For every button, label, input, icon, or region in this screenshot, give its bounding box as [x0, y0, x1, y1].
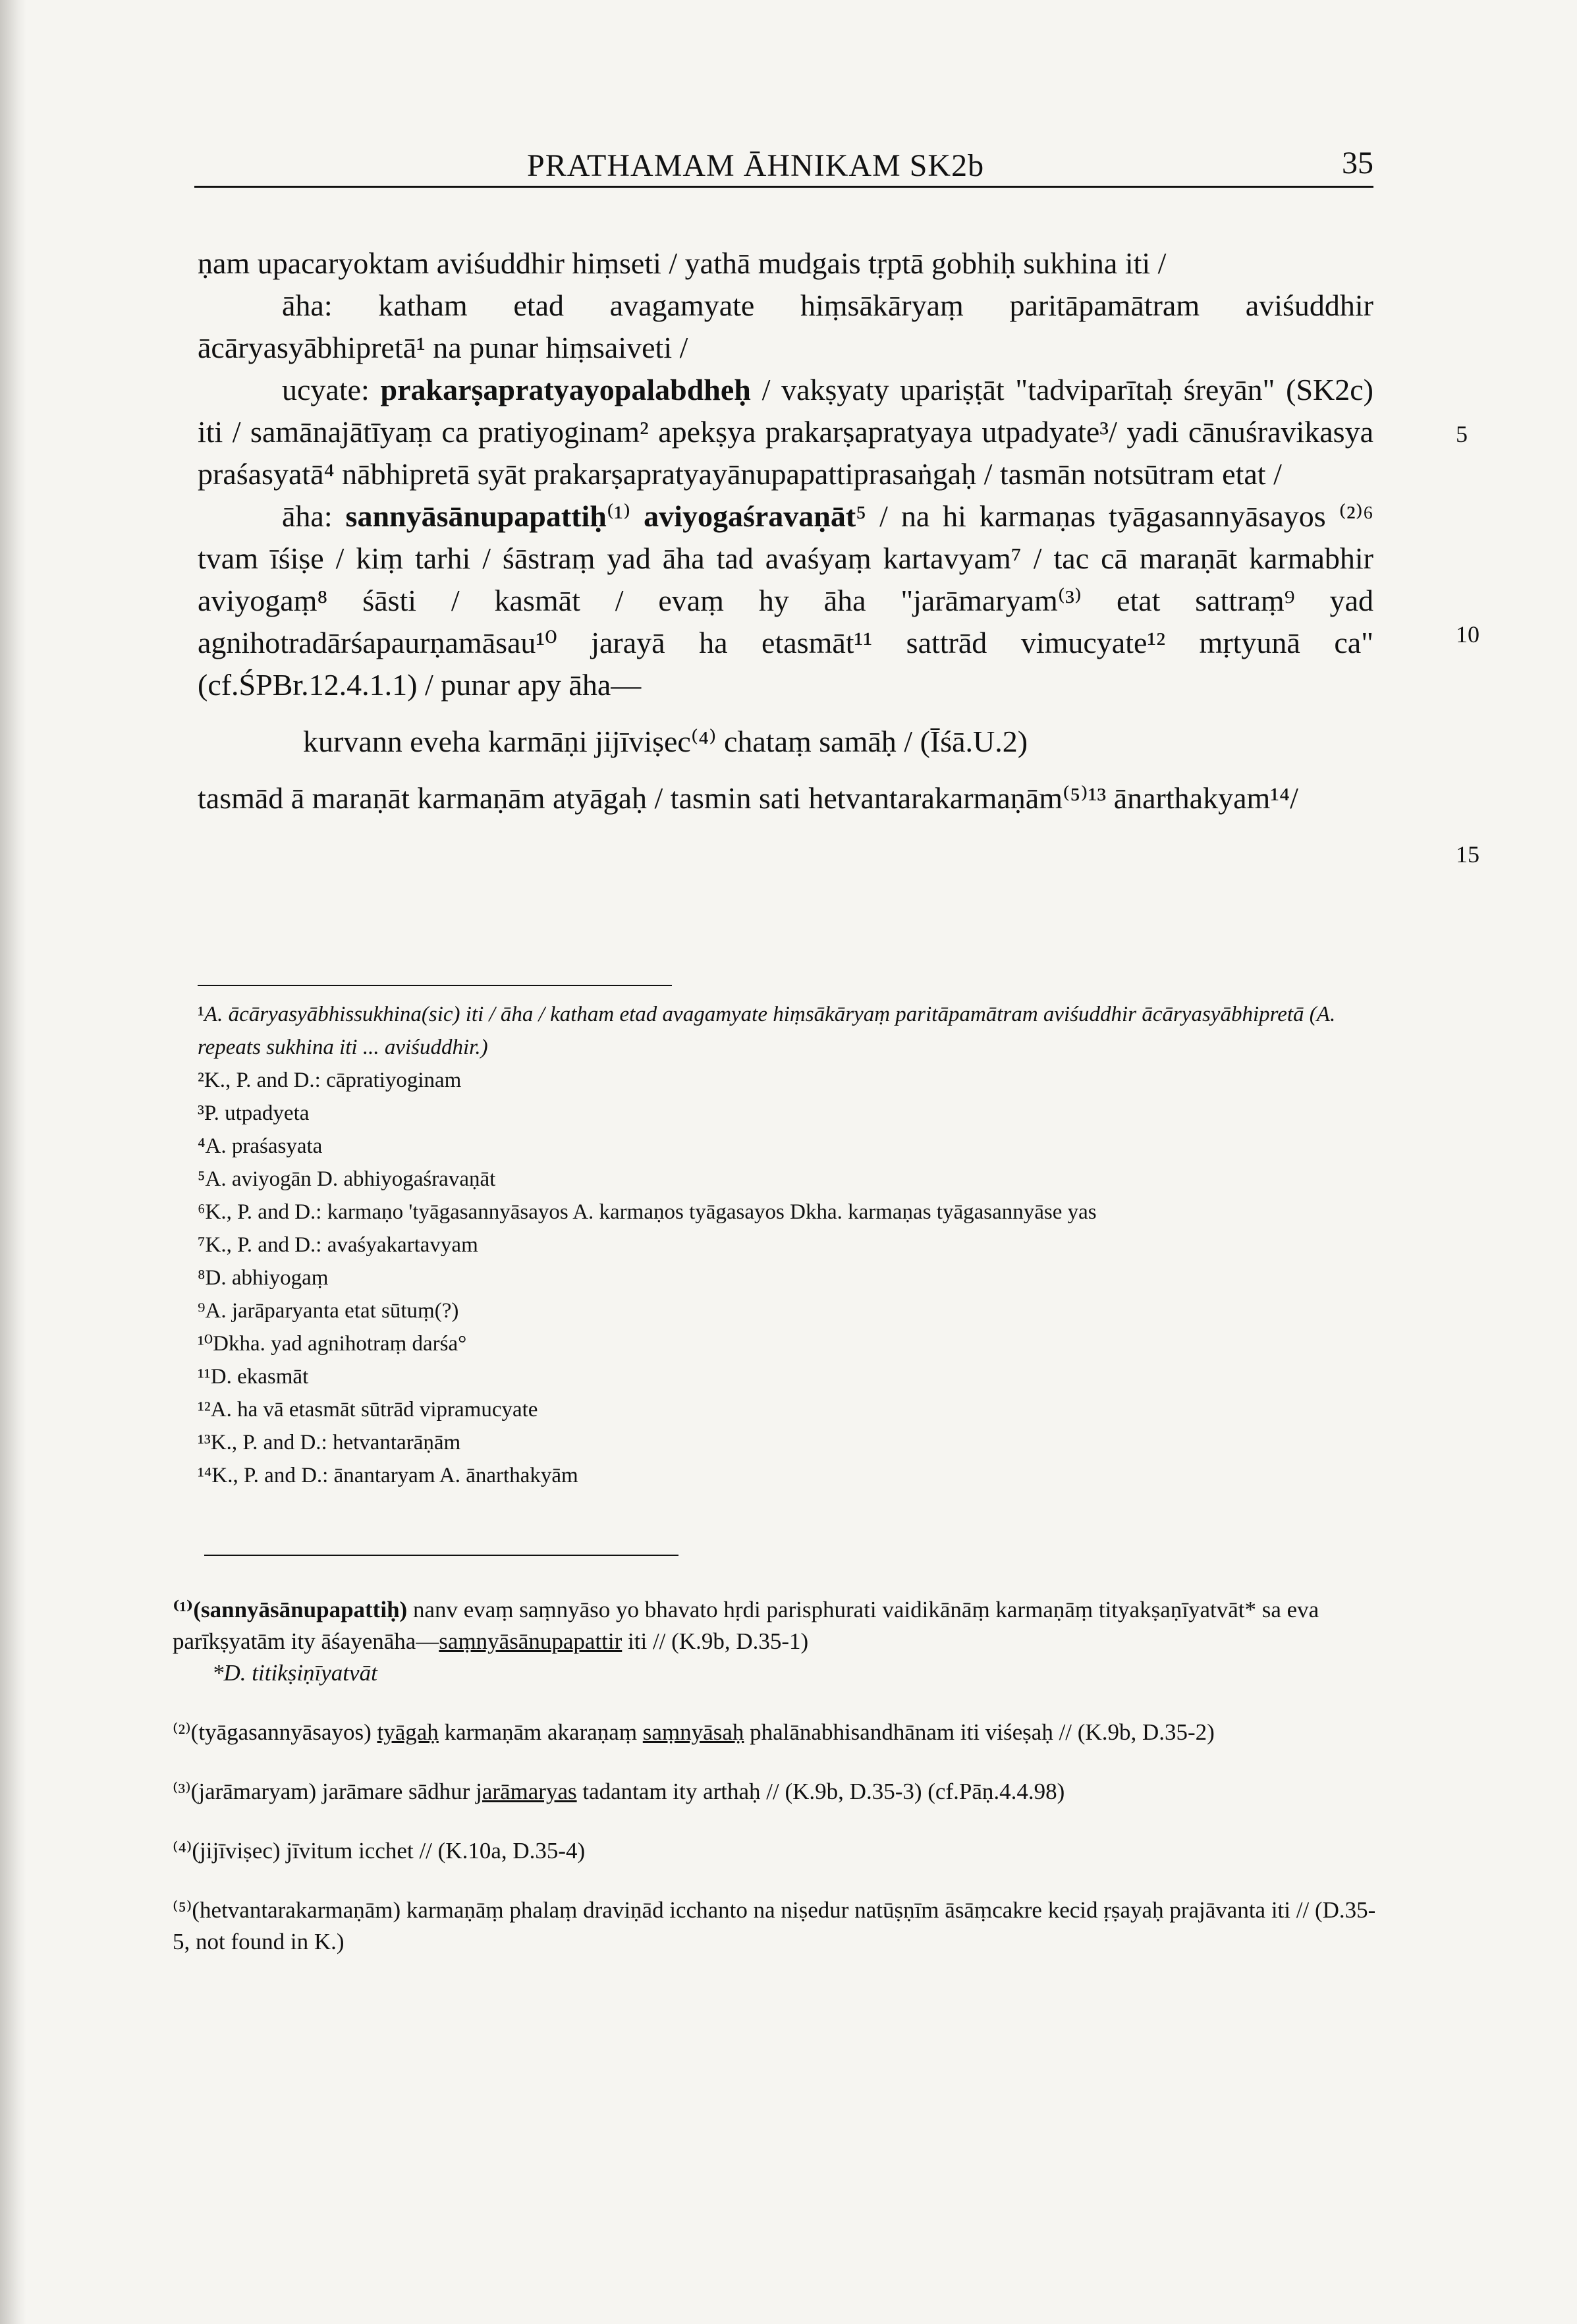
footnote: ¹¹D. ekasmāt [198, 1365, 309, 1389]
p3-intro: ucyate: [282, 373, 381, 406]
paragraph-5: tasmād ā maraṇāt karmaṇām atyāgaḥ / tasmin sati hetvantarakarmaṇām⁽⁵⁾¹³ ānarthakyam¹⁴/ [198, 781, 1298, 815]
p4-keyword-1: sannyāsānupapattiḥ [345, 499, 607, 533]
comment-5: ⁽⁵⁾(hetvantarakarmaṇām) karmaṇāṃ phalaṃ draviṇād icchanto na niṣedur natūṣṇīm āsāṃcakre kecid ṛṣayaḥ prajāvanta iti // (D.35-5, not found in K.) [173, 1897, 1376, 1954]
line-number-5: 5 [1456, 421, 1468, 447]
running-header [194, 138, 1373, 184]
p3-rest: / vakṣyaty upariṣṭāt "tadviparītaḥ śreyān" (SK2c) iti / samānajātīyaṃ ca pratiyoginam² apekṣya prakarṣapratyaya utpadyate³/ yadi cānuśravikasya praśasyatā⁴ nābhipretā syāt prakarṣapratyayānupapattiprasaṅgaḥ / tasmān notsūtram etat / [198, 373, 1373, 491]
paragraph-3 [198, 369, 1373, 495]
footnote: ¹⁰Dkha. yad agnihotraṃ darśa° [198, 1332, 467, 1356]
p4-keyword-2: aviyogaśravaṇāt [644, 499, 856, 533]
comment-1-note: *D. titikṣiṇīyatvāt [212, 1660, 377, 1686]
p4-intro: āha: [282, 499, 346, 533]
running-title: PRATHAMAM ĀHNIKAM SK2b [527, 148, 985, 183]
paragraph-1: ṇam upacaryoktam aviśuddhir hiṃseti / yathā mudgais tṛptā gobhiḥ sukhina iti / [198, 246, 1167, 280]
apparatus-footnotes [198, 998, 1383, 1492]
footnote: ²K., P. and D.: cāpratiyoginam [198, 1068, 462, 1092]
line-number-15: 15 [1456, 841, 1480, 868]
commentary-rule [204, 1555, 678, 1556]
footnote: ¹³K., P. and D.: hetvantarāṇām [198, 1431, 461, 1454]
scan-gutter-shadow [0, 0, 26, 2324]
p4-mark: ⁽¹⁾ [606, 499, 644, 533]
comment-1-head: ⁽¹⁾(sannyāsānupapattiḥ) [173, 1597, 408, 1622]
header-rule [194, 186, 1373, 188]
p4-rest: ⁵ / na hi karmaṇas tyāgasannyāsayos ⁽²⁾⁶ tvam īśiṣe / kiṃ tarhi / śāstraṃ yad āha tad avaśyaṃ kartavyam⁷ / tac cā maraṇāt karmabhir aviyogaṃ⁸ śāsti / kasmāt / evaṃ hy āha "jarāmaryam⁽³⁾ etat sattraṃ⁹ yad agnihotradārśapaurṇamāsau¹⁰ jarayā ha etasmāt¹¹ sattrād vimucyate¹² mṛtyunā ca" (cf.ŚPBr.12.4.1.1) / punar apy āha— [198, 499, 1373, 702]
paragraph-2: āha: katham etad avagamyate hiṃsākāryaṃ paritāpamātram aviśuddhir ācāryasyābhipretā¹ na punar hiṃsaiveti / [198, 289, 1373, 364]
line-number-10: 10 [1456, 621, 1480, 648]
footnote: ⁶K., P. and D.: karmaṇo 'tyāgasannyāsayos A. karmaṇos tyāgasayos Dkha. karmaṇas tyāgasannyāse yas [198, 1200, 1097, 1224]
p3-keyword: prakarṣapratyayopalabdheḥ [380, 373, 751, 406]
comment-3: ⁽³⁾(jarāmaryam) jarāmare sādhur jarāmaryas tadantam ity arthaḥ // (K.9b, D.35-3) (cf.Pāṇ.4.4.98) [173, 1779, 1065, 1804]
paragraph-4 [198, 495, 1373, 706]
footnote: ¹A. ācāryasyābhissukhina(sic) iti / āha / katham etad avagamyate hiṃsākāryaṃ paritāpamātram aviśuddhir ācāryasyābhipretā (A. repeats sukhina iti ... aviśuddhir.) [198, 1003, 1336, 1059]
footnote: ⁹A. jarāparyanta etat sūtuṃ(?) [198, 1299, 459, 1323]
footnote: ⁵A. aviyogān D. abhiyogaśravaṇāt [198, 1167, 496, 1191]
commentary-notes [173, 1594, 1391, 1985]
footnote: ⁷K., P. and D.: avaśyakartavyam [198, 1233, 478, 1257]
footnote: ¹²A. ha vā etasmāt sūtrād vipramucyate [198, 1398, 538, 1422]
comment-2: ⁽²⁾(tyāgasannyāsayos) tyāgaḥ karmaṇām akaraṇaṃ saṃnyāsaḥ phalānabhisandhānam iti viśeṣaḥ // (K.9b, D.35-2) [173, 1719, 1215, 1745]
verse-quotation: kurvann eveha karmāṇi jijīviṣec⁽⁴⁾ chataṃ samāḥ / (Īśā.U.2) [303, 725, 1028, 758]
footnote: ⁴A. praśasyata [198, 1134, 323, 1158]
footnote-rule [198, 985, 672, 986]
footnote: ³P. utpadyeta [198, 1101, 310, 1125]
page-number: 35 [1342, 146, 1373, 180]
footnote: ⁸D. abhiyogaṃ [198, 1266, 329, 1290]
comment-4: ⁽⁴⁾(jijīviṣec) jīvitum icchet // (K.10a, D.35-4) [173, 1838, 586, 1864]
comment-1: ⁽¹⁾(sannyāsānupapattiḥ) nanv evaṃ saṃnyāso yo bhavato hṛdi parisphurati vaidikānāṃ karmaṇāṃ tityakṣaṇīyatvāt* sa eva parīkṣyatām ity āśayenāha—saṃnyāsānupapattir iti // (K.9b, D.35-1) *D. titikṣiṇīyatvāt [173, 1594, 1391, 1689]
main-text [198, 242, 1373, 819]
footnote: ¹⁴K., P. and D.: ānantaryam A. ānarthakyām [198, 1464, 578, 1487]
